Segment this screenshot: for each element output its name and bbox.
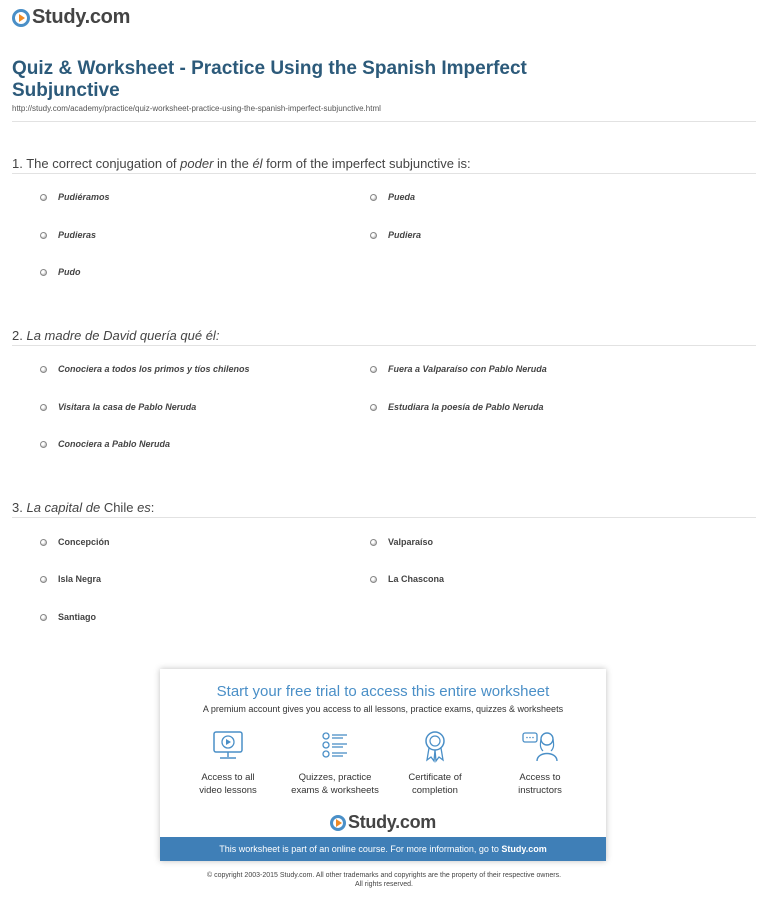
page-title: Quiz & Worksheet - Practice Using the Spanish Imperfect Subjunctive bbox=[12, 58, 527, 101]
answer-option[interactable] bbox=[370, 402, 544, 412]
radio-icon[interactable] bbox=[370, 576, 377, 583]
radio-icon[interactable] bbox=[40, 232, 47, 239]
option-label: Santiago bbox=[58, 612, 97, 622]
feature-certificate bbox=[385, 729, 485, 797]
feature-label: Quizzes, practice bbox=[298, 772, 372, 783]
free-trial-promo bbox=[160, 669, 606, 861]
question-text-italic: él bbox=[252, 156, 263, 171]
option-label: Pudieras bbox=[58, 230, 97, 240]
radio-icon[interactable] bbox=[40, 539, 47, 546]
answer-option[interactable] bbox=[40, 574, 101, 584]
option-label: Pudo bbox=[58, 267, 81, 277]
question-2 bbox=[12, 328, 219, 343]
option-label: Valparaíso bbox=[388, 537, 434, 547]
promo-title[interactable]: Start your free trial to access this entire worksheet bbox=[216, 683, 550, 700]
radio-icon[interactable] bbox=[370, 539, 377, 546]
copyright bbox=[0, 871, 768, 889]
feature-label: Access to all bbox=[201, 772, 255, 783]
answer-option[interactable] bbox=[370, 192, 415, 202]
radio-icon[interactable] bbox=[40, 614, 47, 621]
option-label: Pudiera bbox=[388, 230, 422, 240]
question-number: 1. bbox=[12, 156, 23, 171]
option-label: Estudiara la poesía de Pablo Neruda bbox=[388, 402, 544, 412]
checklist-icon bbox=[317, 729, 353, 763]
question-text: form of the imperfect subjunctive is: bbox=[262, 156, 471, 171]
divider bbox=[12, 173, 756, 174]
answer-option[interactable] bbox=[40, 192, 110, 202]
study-link[interactable]: Study.com bbox=[501, 844, 547, 854]
option-label: Pueda bbox=[388, 192, 416, 202]
divider bbox=[12, 345, 756, 346]
feature-instructors bbox=[490, 729, 590, 797]
answer-option[interactable] bbox=[40, 439, 170, 449]
page-url: http://study.com/academy/practice/quiz-worksheet-practice-using-the-spanish-imperfect-subjunctive.html bbox=[12, 104, 381, 113]
answer-option[interactable] bbox=[370, 574, 444, 584]
question-3 bbox=[12, 500, 154, 515]
promo-info-bar bbox=[160, 837, 606, 861]
bar-text: This worksheet is part of an online course. For more information, go to bbox=[219, 844, 502, 854]
feature-video-lessons bbox=[178, 729, 278, 797]
copyright-line: © copyright 2003-2015 Study.com. All other trademarks and copyrights are the property of their respective owners. bbox=[206, 872, 562, 879]
question-number: 2. bbox=[12, 328, 23, 343]
question-text-italic: La capital de bbox=[26, 500, 101, 515]
option-label: Conociera a Pablo Neruda bbox=[58, 439, 171, 449]
feature-label: instructors bbox=[518, 785, 562, 796]
instructor-icon bbox=[520, 729, 560, 763]
answer-option[interactable] bbox=[370, 364, 547, 374]
logo-text: Study.com bbox=[32, 6, 131, 28]
feature-label: Access to bbox=[519, 772, 561, 783]
question-text-italic: La madre de David quería qué él: bbox=[26, 328, 220, 343]
answer-option[interactable] bbox=[40, 612, 96, 622]
option-label: Fuera a Valparaíso con Pablo Neruda bbox=[388, 364, 547, 374]
feature-label: Certificate of bbox=[408, 772, 462, 783]
feature-label: video lessons bbox=[199, 785, 257, 796]
answer-option[interactable] bbox=[40, 230, 96, 240]
radio-icon[interactable] bbox=[40, 194, 47, 201]
answer-option[interactable] bbox=[40, 537, 110, 547]
divider bbox=[12, 517, 756, 518]
answer-option[interactable] bbox=[370, 537, 433, 547]
question-number: 3. bbox=[12, 500, 23, 515]
radio-icon[interactable] bbox=[40, 441, 47, 448]
video-lesson-icon bbox=[210, 729, 246, 763]
option-label: Visitara la casa de Pablo Neruda bbox=[58, 402, 197, 412]
logo-text: Study.com bbox=[348, 812, 436, 832]
feature-label: completion bbox=[412, 785, 458, 796]
play-logo-icon bbox=[330, 815, 346, 831]
certificate-icon bbox=[417, 729, 453, 763]
promo-subtitle: A premium account gives you access to all lessons, practice exams, quizzes & worksheets bbox=[202, 704, 564, 714]
question-text: Chile bbox=[100, 500, 138, 515]
radio-icon[interactable] bbox=[370, 404, 377, 411]
question-text: The correct conjugation of bbox=[26, 156, 181, 171]
feature-quizzes bbox=[285, 729, 385, 797]
radio-icon[interactable] bbox=[370, 194, 377, 201]
answer-option[interactable] bbox=[40, 402, 196, 412]
radio-icon[interactable] bbox=[40, 269, 47, 276]
study-logo[interactable] bbox=[12, 6, 130, 29]
radio-icon[interactable] bbox=[40, 404, 47, 411]
radio-icon[interactable] bbox=[370, 366, 377, 373]
option-label: Concepción bbox=[58, 537, 110, 547]
promo-logo[interactable] bbox=[160, 812, 606, 833]
question-text-italic: poder bbox=[180, 156, 214, 171]
option-label: Isla Negra bbox=[58, 574, 102, 584]
answer-option[interactable] bbox=[40, 364, 250, 374]
answer-option[interactable] bbox=[370, 230, 421, 240]
play-logo-icon bbox=[12, 9, 30, 27]
radio-icon[interactable] bbox=[370, 232, 377, 239]
feature-label: exams & worksheets bbox=[291, 785, 379, 796]
question-text-italic: es bbox=[137, 500, 151, 515]
option-label: La Chascona bbox=[388, 574, 445, 584]
option-label: Conociera a todos los primos y tíos chilenos bbox=[58, 364, 250, 374]
copyright-line: All rights reserved. bbox=[355, 881, 413, 888]
radio-icon[interactable] bbox=[40, 576, 47, 583]
question-1 bbox=[12, 156, 471, 171]
question-text: in the bbox=[213, 156, 253, 171]
question-text: : bbox=[150, 500, 155, 515]
option-label: Pudiéramos bbox=[58, 192, 110, 202]
radio-icon[interactable] bbox=[40, 366, 47, 373]
answer-option[interactable] bbox=[40, 267, 81, 277]
divider bbox=[12, 121, 756, 122]
